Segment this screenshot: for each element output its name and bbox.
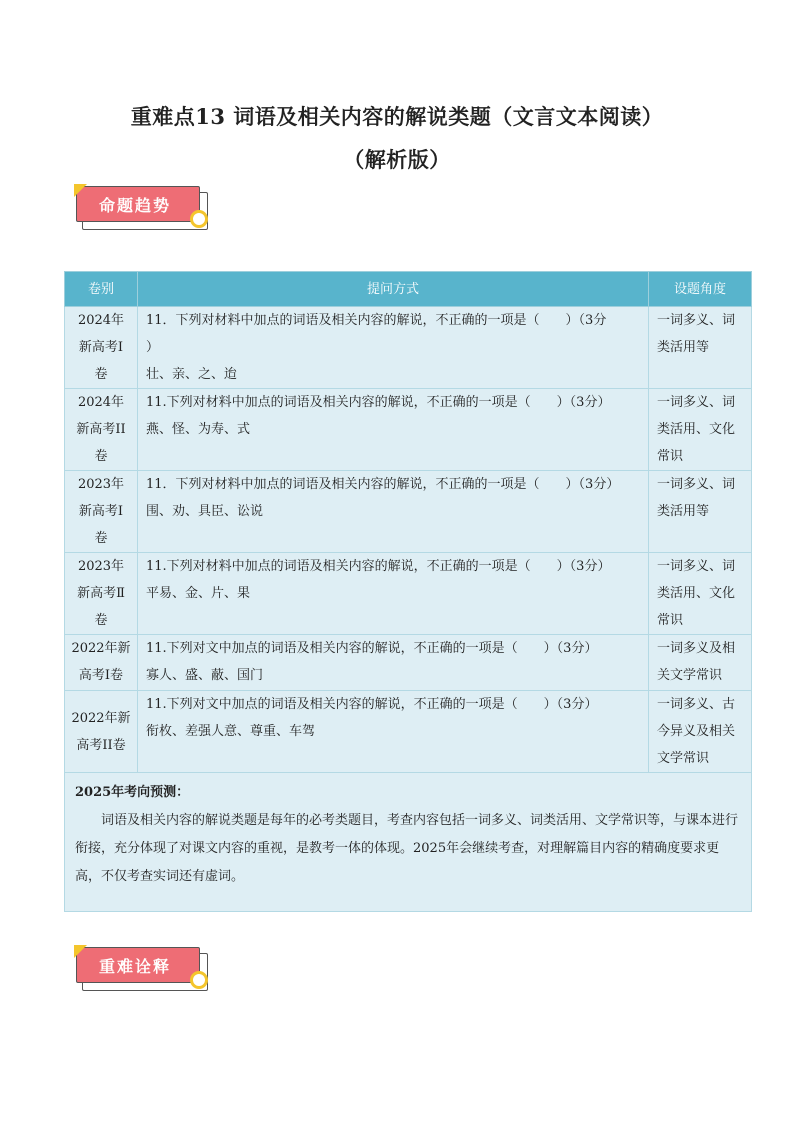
- angle-text: 类活用等: [657, 340, 710, 355]
- year-text: 卷: [94, 449, 108, 464]
- table-row: [65, 307, 752, 389]
- angle-text: 类活用、文化: [657, 422, 736, 437]
- ring-icon: [190, 210, 208, 228]
- year-text: 2023年: [77, 559, 125, 574]
- question-words: 壮、亲、之、迨: [146, 367, 238, 382]
- angle-text: 一词多义、词: [657, 477, 736, 492]
- section-badge-label: 重难诠释: [76, 947, 200, 983]
- year-cell: [65, 471, 138, 553]
- question-text: 11.下列对文中加点的词语及相关内容的解说，不正确的一项是（ ）（3分）: [146, 697, 598, 712]
- year-cell: [65, 307, 138, 389]
- question-text: 11.下列对材料中加点的词语及相关内容的解说，不正确的一项是（ ）（3分）: [146, 395, 611, 410]
- ring-icon: [190, 971, 208, 989]
- year-text: 2022年新: [71, 710, 131, 726]
- angle-cell: [649, 389, 752, 471]
- year-text: 新高考II: [76, 422, 126, 437]
- angle-text: 文学常识: [657, 751, 710, 766]
- year-text: 卷: [94, 613, 108, 628]
- angle-text: 一词多义、词: [657, 313, 736, 328]
- section-badge-label: 命题趋势: [76, 186, 200, 222]
- section-badge-explain: [74, 945, 210, 989]
- question-text: 11．下列对材料中加点的词语及相关内容的解说，不正确的一项是（ ）（3分）: [146, 477, 620, 492]
- angle-text: 常识: [657, 449, 684, 464]
- year-text: 2023年: [77, 477, 125, 492]
- question-cell: [138, 691, 649, 773]
- year-text: 新高考I: [78, 340, 124, 355]
- question-text: 11.下列对文中加点的词语及相关内容的解说，不正确的一项是（ ）（3分）: [146, 641, 598, 656]
- page-title: 重难点13 词语及相关内容的解说类题（文言文本阅读）: [130, 104, 664, 129]
- angle-text: 类活用等: [657, 504, 710, 519]
- table-row: [65, 691, 752, 773]
- question-text: ）: [146, 340, 160, 355]
- forecast-title: 2025年考向预测：: [75, 785, 190, 800]
- forecast-body: 词语及相关内容的解说类题是每年的必考类题目，考查内容包括一词多义、词类活用、文学常识等，与课本进行衔接，充分体现了对课文内容的重视，是教考一体的体现。2025年会继续考查，对理解篇目内容的精确度要求更高，不仅考查实词还有虚词。: [75, 813, 739, 884]
- year-text: 高考I卷: [78, 668, 124, 683]
- angle-text: 一词多义、词: [657, 395, 736, 410]
- year-text: 高考II卷: [76, 737, 126, 753]
- angle-cell: [649, 553, 752, 635]
- angle-cell: [649, 635, 752, 691]
- year-text: 2024年: [77, 313, 125, 328]
- question-words: 围、劝、具臣、讼说: [146, 504, 264, 519]
- question-cell: [138, 635, 649, 691]
- section-badge-trend: [74, 184, 210, 228]
- table-header-row: [65, 272, 752, 307]
- exam-table: [64, 271, 752, 912]
- angle-text: 常识: [657, 613, 684, 628]
- angle-text: 一词多义、古: [657, 697, 736, 712]
- header-paper: 卷别: [65, 272, 138, 307]
- year-cell: [65, 553, 138, 635]
- header-angle: 设题角度: [649, 272, 752, 307]
- table-row: [65, 389, 752, 471]
- angle-text: 类活用、文化: [657, 586, 736, 601]
- question-text: 11．下列对材料中加点的词语及相关内容的解说，不正确的一项是（ ）（3分: [146, 313, 607, 328]
- angle-text: 关文学常识: [657, 668, 723, 683]
- year-text: 卷: [94, 367, 108, 382]
- question-cell: [138, 307, 649, 389]
- angle-cell: [649, 471, 752, 553]
- year-text: 新高考Ⅱ: [77, 586, 125, 601]
- table-row: [65, 635, 752, 691]
- year-text: 新高考I: [78, 504, 124, 519]
- question-cell: [138, 471, 649, 553]
- question-words: 衔枚、差强人意、尊重、车驾: [146, 724, 316, 739]
- table-row: [65, 471, 752, 553]
- year-cell: [65, 635, 138, 691]
- forecast-cell: [65, 773, 752, 912]
- year-text: 2024年: [77, 395, 125, 410]
- question-cell: [138, 553, 649, 635]
- angle-text: 一词多义及相: [657, 641, 736, 656]
- year-cell: [65, 389, 138, 471]
- angle-text: 一词多义、词: [657, 559, 736, 574]
- question-words: 燕、怪、为寿、式: [146, 422, 251, 437]
- angle-cell: [649, 307, 752, 389]
- header-question: 提问方式: [138, 272, 649, 307]
- angle-text: 今异义及相关: [657, 724, 736, 739]
- corner-triangle-icon: [74, 945, 87, 958]
- question-cell: [138, 389, 649, 471]
- year-cell: [65, 691, 138, 773]
- question-words: 寡人、盛、蔽、国门: [146, 668, 264, 683]
- corner-triangle-icon: [74, 184, 87, 197]
- forecast-row: [65, 773, 752, 912]
- page-subtitle: （解析版）: [343, 147, 451, 172]
- year-text: 2022年新: [71, 641, 131, 656]
- year-text: 卷: [94, 531, 108, 546]
- question-words: 平易、金、片、果: [146, 586, 251, 601]
- table-row: [65, 553, 752, 635]
- question-text: 11.下列对材料中加点的词语及相关内容的解说，不正确的一项是（ ）（3分）: [146, 559, 611, 574]
- angle-cell: [649, 691, 752, 773]
